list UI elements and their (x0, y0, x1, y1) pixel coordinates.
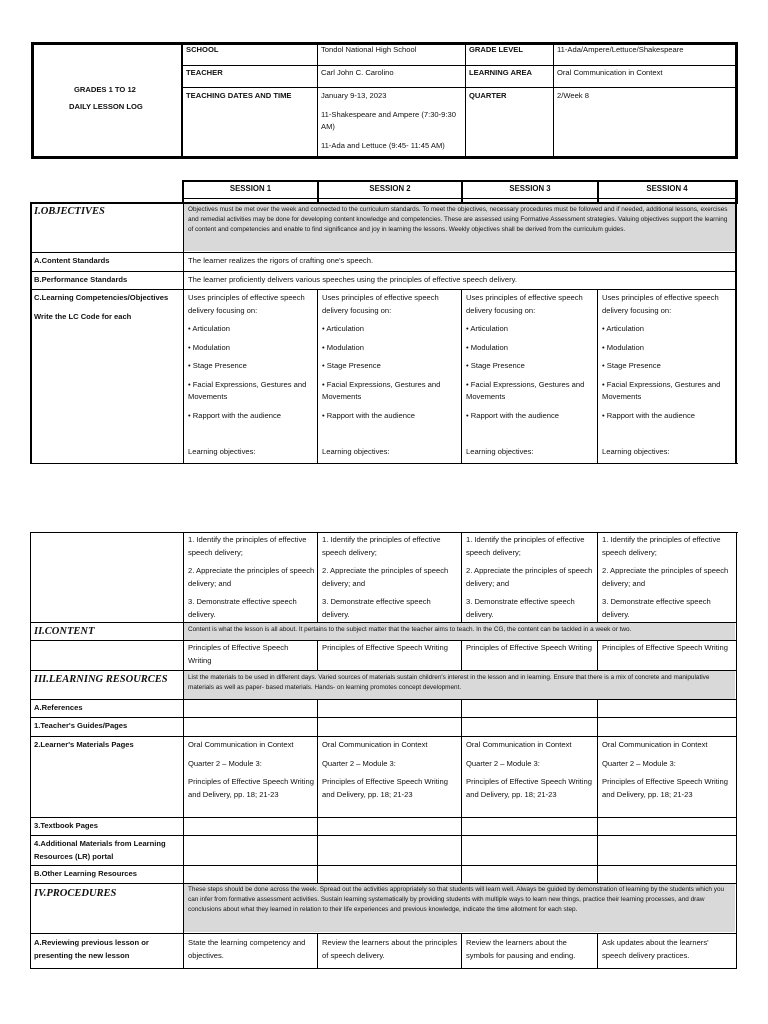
lm-line: Oral Communication in Context (602, 740, 708, 749)
learning-objective-item: 1. Identify the principles of effective speech delivery; (466, 535, 585, 557)
competency-cell-session-4 (602, 292, 734, 428)
competency-intro: Uses principles of effective speech delivery focusing on: (322, 293, 439, 315)
lm-line: Quarter 2 – Module 3: (322, 758, 396, 768)
learning-objective-item: 1. Identify the principles of effective speech delivery; (602, 535, 721, 557)
bullet-item: • Rapport with the audience (322, 410, 415, 420)
bullet-item: • Modulation (188, 342, 230, 352)
competencies-label-cell (34, 292, 182, 329)
school-label: SCHOOL (186, 45, 219, 54)
lm-line: Quarter 2 – Module 3: (188, 758, 262, 768)
dates-line: January 9-13, 2023 (321, 91, 387, 100)
additional-materials-label: 4.Additional Materials from Learning Resources (LR) portal (34, 839, 166, 861)
bullet-item: • Stage Presence (322, 361, 381, 370)
learners-materials-session-2 (322, 739, 460, 801)
learning-objectives-session-3 (466, 534, 594, 627)
lm-line: Oral Communication in Context (466, 740, 572, 749)
content-topic-session-1: Principles of Effective Speech Writing (188, 643, 289, 665)
grade-level-value: 11-Ada/Ampere/Lettuce/Shakespeare (557, 45, 684, 54)
learning-area-label: LEARNING AREA (469, 68, 533, 77)
learning-objectives-label: Learning objectives: (466, 447, 534, 456)
learning-objectives-session-1 (188, 534, 315, 627)
review-previous-lesson-label: A.Reviewing previous lesson or presenting the new lesson (34, 938, 149, 960)
school-value: Tondol National High School (321, 45, 417, 54)
bullet-item: • Articulation (322, 324, 364, 333)
competency-intro: Uses principles of effective speech delivery focusing on: (188, 293, 305, 315)
content-standards-label: A.Content Standards (34, 256, 110, 265)
session-3-header: SESSION 3 (509, 184, 551, 193)
learning-objective-item: 2. Appreciate the principles of speech delivery; and (188, 566, 315, 588)
learning-resources-title: III.LEARNING RESOURCES (34, 674, 168, 685)
dates-label: TEACHING DATES AND TIME (186, 91, 292, 100)
learning-objective-item: 3. Demonstrate effective speech delivery. (188, 597, 297, 619)
grade-level-label: GRADE LEVEL (469, 45, 524, 54)
teachers-guide-label: 1.Teacher's Guides/Pages (34, 721, 128, 730)
bullet-item: • Articulation (466, 324, 508, 333)
bullet-item: • Modulation (322, 342, 364, 352)
procedures-title: IV.PROCEDURES (34, 888, 117, 899)
learning-objective-item: 3. Demonstrate effective speech delivery. (602, 597, 711, 619)
learning-resources-note: List the materials to be used in different days. Varied sources of materials sustain children's interest in the lesson and in learning. Ensure that there is a mix of concrete and manipulative materials as well as paper- based materials. Hands- on learning promotes concept development. (188, 674, 710, 692)
performance-standards-value: The learner proficiently delivers various speeches using the principles of effective speech delivery. (188, 275, 517, 284)
session-1-header: SESSION 1 (229, 184, 272, 193)
competency-cell-session-2 (322, 292, 458, 428)
bullet-item: • Rapport with the audience (188, 410, 281, 420)
learners-materials-session-3 (466, 739, 594, 801)
learning-objective-item: 1. Identify the principles of effective speech delivery; (188, 535, 307, 557)
learning-area-value: Oral Communication in Context (557, 68, 663, 77)
lm-line: Principles of Effective Speech Writing and Delivery, pp. 18; 21-23 (188, 777, 314, 799)
learning-objectives-label: Learning objectives: (322, 447, 390, 456)
learners-materials-session-1 (188, 739, 314, 801)
content-title: II.CONTENT (34, 626, 95, 637)
bullet-item: • Facial Expressions, Gestures and Movements (602, 379, 721, 401)
review-session-3: Review the learners about the symbols for pausing and ending. (466, 938, 576, 960)
bullet-item: • Rapport with the audience (466, 410, 559, 420)
learning-objective-item: 2. Appreciate the principles of speech delivery; and (602, 566, 729, 588)
content-note: Content is what the lesson is all about. It pertains to the subject matter that the teacher aims to teach. In the CG, the content can be tackled in a week or two. (188, 626, 632, 633)
content-topic-session-2: Principles of Effective Speech Writing (322, 643, 448, 652)
quarter-value: 2/Week 8 (557, 91, 589, 100)
bullet-item: • Stage Presence (188, 361, 247, 370)
review-session-2: Review the learners about the principles of speech delivery. (322, 938, 458, 960)
competency-intro: Uses principles of effective speech delivery focusing on: (466, 293, 583, 315)
performance-standards-label: B.Performance Standards (34, 275, 128, 284)
bullet-item: • Facial Expressions, Gestures and Movements (466, 379, 585, 401)
lm-line: Oral Communication in Context (322, 740, 428, 749)
content-topic-session-4: Principles of Effective Speech Writing (602, 643, 728, 652)
competency-cell-session-1 (188, 292, 315, 428)
learners-materials-session-4 (602, 739, 736, 801)
learning-objectives-session-2 (322, 534, 458, 627)
dates-value (321, 90, 461, 158)
grades-label: GRADES 1 TO 12 (74, 85, 136, 94)
learning-objective-item: 2. Appreciate the principles of speech delivery; and (322, 566, 449, 588)
bullet-item: • Modulation (466, 342, 508, 352)
learning-objective-item: 2. Appreciate the principles of speech delivery; and (466, 566, 593, 588)
bullet-item: • Stage Presence (466, 361, 525, 370)
bullet-item: • Facial Expressions, Gestures and Movements (322, 379, 441, 401)
learning-objective-item: 1. Identify the principles of effective speech delivery; (322, 535, 441, 557)
lm-line: Principles of Effective Speech Writing and Delivery, pp. 18; 21-23 (322, 777, 448, 799)
bullet-item: • Articulation (188, 324, 230, 333)
session-4-header: SESSION 4 (646, 184, 688, 193)
quarter-label: QUARTER (469, 91, 507, 100)
bullet-item: • Rapport with the audience (602, 410, 695, 420)
teacher-value: Carl John C. Carolino (321, 68, 394, 77)
references-label: A.References (34, 703, 83, 712)
learners-materials-label: 2.Learner's Materials Pages (34, 740, 134, 749)
learning-objective-item: 3. Demonstrate effective speech delivery. (466, 597, 575, 619)
session-2-header: SESSION 2 (369, 184, 411, 193)
bullet-item: • Articulation (602, 324, 644, 333)
review-session-4: Ask updates about the learners' speech delivery practices. (602, 938, 709, 960)
dates-line: 11-Ada and Lettuce (9:45- 11:45 AM) (321, 140, 445, 150)
learning-objectives-label: Learning objectives: (602, 447, 670, 456)
content-topic-session-3: Principles of Effective Speech Writing (466, 643, 592, 652)
other-resources-label: B.Other Learning Resources (34, 869, 137, 878)
objectives-title: I.OBJECTIVES (34, 206, 105, 217)
learning-objective-item: 3. Demonstrate effective speech delivery. (322, 597, 431, 619)
textbook-pages-label: 3.Textbook Pages (34, 821, 99, 830)
competencies-label: C.Learning Competencies/Objectives (34, 293, 169, 302)
bullet-item: • Facial Expressions, Gestures and Movements (188, 379, 307, 401)
learning-objectives-label: Learning objectives: (188, 447, 256, 456)
lm-line: Quarter 2 – Module 3: (602, 758, 676, 768)
review-session-1: State the learning competency and objectives. (188, 938, 306, 960)
competency-cell-session-3 (466, 292, 594, 428)
lm-line: Quarter 2 – Module 3: (466, 758, 540, 768)
procedures-note: These steps should be done across the week. Spread out the activities appropriately so that students will learn well. Always be guided by demonstration of learning by the students which you can infer from formative assessment activities. Sustain learning systematically by providing students with multiple ways to learn new things, practice their learning processes, and draw conclusions about what they learned in relation to their life experiences and previous knowledge, indicate the time allotment for each step. (188, 886, 725, 914)
lm-line: Oral Communication in Context (188, 740, 294, 749)
competency-intro: Uses principles of effective speech delivery focusing on: (602, 293, 719, 315)
bullet-item: • Modulation (602, 342, 644, 352)
bullet-item: • Stage Presence (602, 361, 661, 370)
lm-line: Principles of Effective Speech Writing and Delivery, pp. 18; 21-23 (466, 777, 592, 799)
lc-code-label: Write the LC Code for each (34, 311, 132, 321)
content-standards-value: The learner realizes the rigors of crafting one's speech. (188, 256, 374, 265)
lm-line: Principles of Effective Speech Writing and Delivery, pp. 18; 21-23 (602, 777, 728, 799)
dates-line: 11-Shakespeare and Ampere (7:30-9:30 AM) (321, 109, 456, 131)
objectives-note: Objectives must be met over the week and connected to the curriculum standards. To meet the objectives, necessary procedures must be followed and if needed, additional lessons, exercises and remedial activities may be done for developing content knowledge and competencies. These are assessed using Formative Assessment strategies. Valuing objectives support the learning of content and competencies and enable to find significance and joy in learning the lessons. Weekly objectives shall be derived from the curriculum guides. (188, 206, 728, 234)
daily-lesson-log-title: DAILY LESSON LOG (69, 102, 143, 111)
learning-objectives-session-4 (602, 534, 730, 627)
teacher-label: TEACHER (186, 68, 223, 77)
